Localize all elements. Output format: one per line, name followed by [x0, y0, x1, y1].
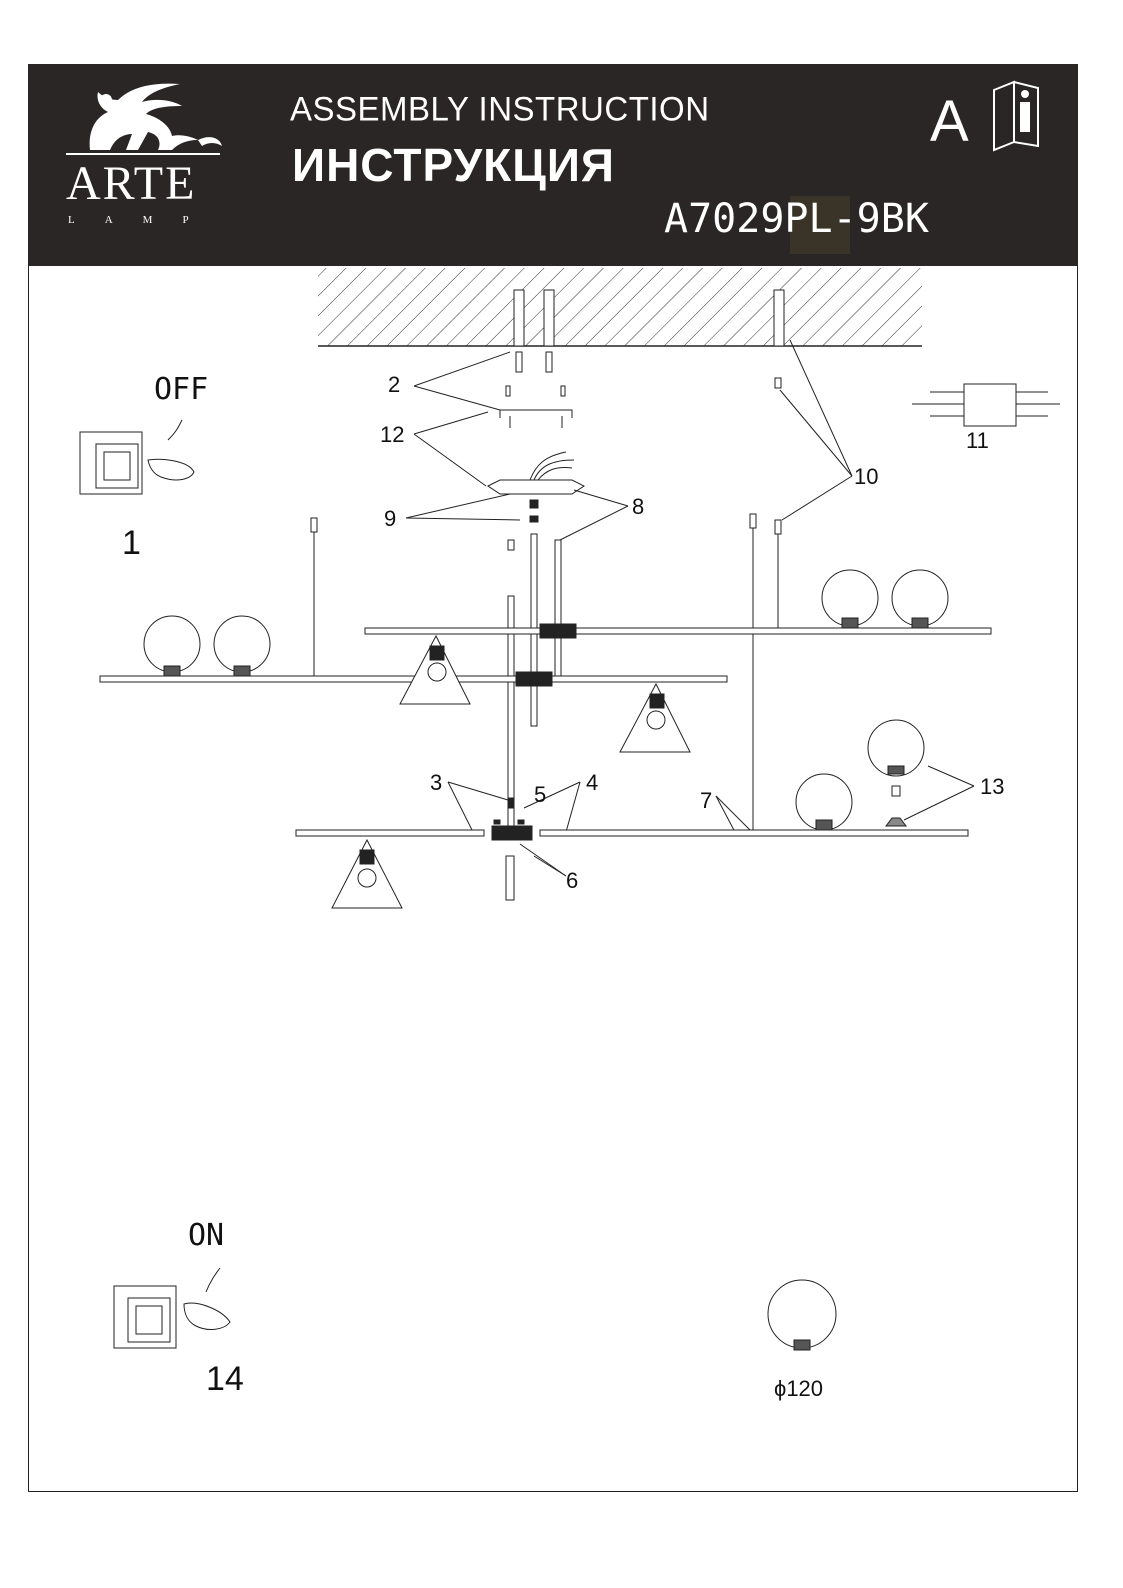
switch-on-label: ON	[188, 1218, 225, 1253]
step-14-number: 14	[206, 1360, 244, 1398]
wire-terminal	[912, 384, 1060, 426]
shade-diameter-label: ϕ120	[774, 1376, 824, 1401]
title-english: ASSEMBLY INSTRUCTION	[290, 89, 710, 128]
brand-name: ARTE	[66, 157, 197, 210]
language-letter: A	[930, 89, 969, 154]
callout-13: 13	[980, 774, 1005, 799]
switch-off-label: OFF	[154, 372, 209, 407]
callout-5: 5	[534, 782, 547, 807]
reference-globe	[768, 1280, 836, 1350]
callout-12: 12	[380, 422, 405, 447]
wall-switch-on	[114, 1268, 230, 1348]
canopy	[488, 452, 584, 522]
arm-lower	[296, 798, 968, 840]
model-number: A7029PL-9BK	[664, 196, 929, 242]
callout-4: 4	[586, 770, 599, 795]
suspension-cables	[311, 378, 781, 900]
dowels	[506, 352, 565, 396]
callout-3: 3	[430, 770, 443, 795]
ceiling-hatch	[318, 268, 922, 346]
callout-11: 11	[966, 428, 989, 453]
brand-subtitle: LAMP	[68, 214, 219, 226]
callout-6: 6	[566, 868, 579, 893]
callout-10: 10	[854, 464, 879, 489]
wall-switch-off	[80, 420, 194, 494]
title-russian: ИНСТРУКЦИЯ	[292, 139, 615, 191]
callout-2: 2	[388, 372, 401, 397]
leader-lines	[406, 340, 974, 876]
callout-7: 7	[700, 788, 713, 813]
arm-upper	[365, 624, 991, 638]
callout-9: 9	[384, 506, 397, 531]
step-1-number: 1	[122, 524, 141, 562]
mounting-bracket	[500, 410, 572, 428]
callout-8: 8	[632, 494, 645, 519]
